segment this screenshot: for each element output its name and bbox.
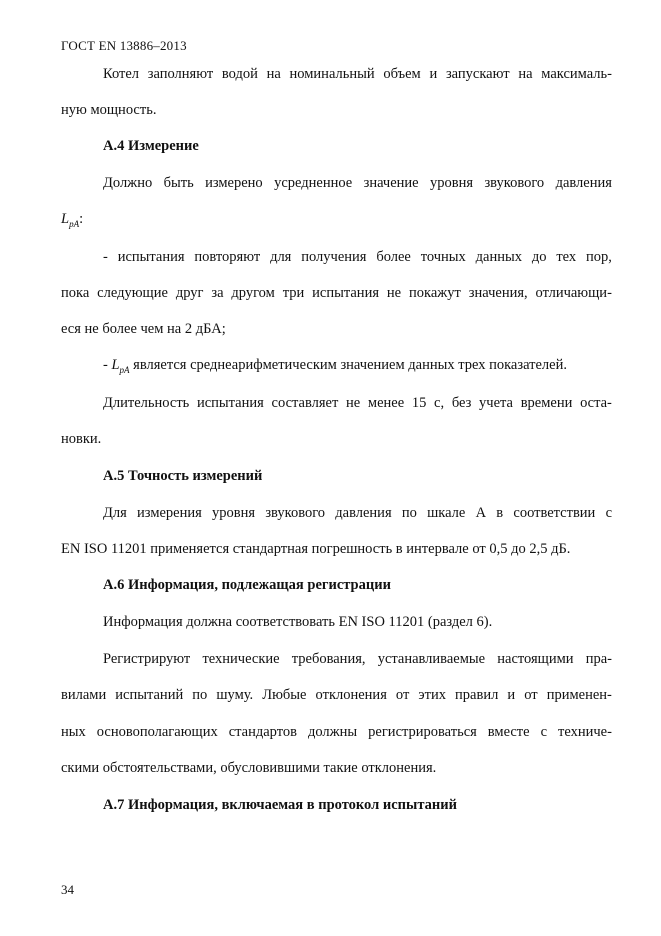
word: А bbox=[475, 505, 487, 521]
section-heading-a7: А.7 Информация, включаемая в протокол испытаний bbox=[103, 797, 457, 813]
page-number: 34 bbox=[61, 882, 74, 897]
word: и bbox=[507, 687, 516, 703]
section-heading-a4: А.4 Измерение bbox=[103, 138, 199, 154]
word: на bbox=[518, 66, 533, 82]
word: времени bbox=[520, 395, 573, 411]
lpa-symbol: $L_{pA}$ bbox=[111, 357, 130, 375]
word: шкале bbox=[427, 505, 466, 521]
paragraph-line bbox=[61, 723, 612, 741]
word: давления bbox=[555, 175, 612, 191]
word: Для bbox=[103, 505, 127, 521]
paragraph-line bbox=[103, 650, 612, 668]
section-heading-a6: А.6 Информация, подлежащая регистрации bbox=[103, 577, 391, 593]
word: по bbox=[192, 687, 208, 703]
word: уровня bbox=[430, 175, 474, 191]
paragraph-line bbox=[103, 394, 612, 412]
word: не bbox=[345, 395, 361, 411]
word: испытаний bbox=[115, 687, 184, 703]
word: с bbox=[605, 505, 612, 521]
word: давления bbox=[335, 505, 392, 521]
word: соответствии bbox=[513, 505, 596, 521]
word: ных bbox=[61, 724, 86, 740]
word: пор, bbox=[586, 249, 612, 265]
word: звукового bbox=[484, 175, 545, 191]
word: значение bbox=[363, 175, 419, 191]
word: испытания bbox=[117, 249, 185, 265]
word: максималь- bbox=[541, 66, 612, 82]
paragraph-line bbox=[103, 504, 612, 522]
word: техниче- bbox=[558, 724, 612, 740]
paragraph-line: еся не более чем на 2 дБА; bbox=[61, 321, 226, 337]
word: 15 bbox=[411, 395, 427, 411]
paragraph-line bbox=[103, 65, 612, 83]
word: без bbox=[451, 395, 472, 411]
word: технические bbox=[202, 651, 280, 667]
word: учета bbox=[479, 395, 513, 411]
word: измерения bbox=[137, 505, 202, 521]
word: значения, bbox=[468, 285, 528, 301]
word: с bbox=[540, 724, 548, 740]
symbol-line: $L_{pA}$: bbox=[61, 211, 84, 229]
word: объем bbox=[383, 66, 421, 82]
paragraph-line bbox=[61, 686, 612, 704]
word: другом bbox=[231, 285, 275, 301]
word: вместе bbox=[487, 724, 530, 740]
paragraph-line bbox=[61, 284, 612, 302]
word: Любые bbox=[262, 687, 307, 703]
word: не bbox=[386, 285, 402, 301]
word: Должно bbox=[103, 175, 153, 191]
word: составляет bbox=[271, 395, 339, 411]
word: звукового bbox=[265, 505, 326, 521]
paragraph-line: скими обстоятельствами, обусловившими такие отклонения. bbox=[61, 760, 437, 776]
word: заполняют bbox=[147, 66, 214, 82]
document-header: ГОСТ EN 13886–2013 bbox=[61, 38, 187, 53]
word: вилами bbox=[61, 687, 107, 703]
word: с, bbox=[434, 395, 445, 411]
word: Котел bbox=[103, 66, 140, 82]
word: номинальный bbox=[289, 66, 375, 82]
lpa-symbol: $L_{pA}$ bbox=[61, 211, 80, 229]
paragraph-line bbox=[103, 174, 612, 192]
word: менее bbox=[367, 395, 405, 411]
paragraph-line: Информация должна соответствовать EN ISO 11201 (раздел 6). bbox=[103, 614, 493, 630]
paragraph-line: - $L_{pA}$ является среднеарифметическим значением данных трех показателей. bbox=[103, 357, 567, 375]
word: измерено bbox=[205, 175, 263, 191]
word: в bbox=[496, 505, 504, 521]
word: Длительность bbox=[103, 395, 190, 411]
word: покажут bbox=[408, 285, 461, 301]
word: повторяют bbox=[194, 249, 261, 265]
paragraph-line: новки. bbox=[61, 431, 102, 447]
paragraph-line: EN ISO 11201 применяется стандартная погрешность в интервале от 0,5 до 2,5 дБ. bbox=[61, 541, 571, 557]
word: испытания bbox=[312, 285, 379, 301]
word: водой bbox=[221, 66, 258, 82]
word: правил bbox=[455, 687, 499, 703]
word: получения bbox=[301, 249, 367, 265]
word: за bbox=[211, 285, 224, 301]
word: данных bbox=[475, 249, 522, 265]
word: друг bbox=[175, 285, 204, 301]
word: на bbox=[266, 66, 281, 82]
word: для bbox=[270, 249, 292, 265]
word: от bbox=[395, 687, 410, 703]
word: основополагающих bbox=[96, 724, 218, 740]
paragraph-line bbox=[103, 248, 612, 266]
word: более bbox=[376, 249, 411, 265]
word: должны bbox=[307, 724, 358, 740]
word: тех bbox=[556, 249, 577, 265]
word: три bbox=[282, 285, 305, 301]
word: быть bbox=[163, 175, 194, 191]
word: устанавливаемые bbox=[377, 651, 486, 667]
word: уровня bbox=[212, 505, 256, 521]
word: запускают bbox=[445, 66, 510, 82]
word: шуму. bbox=[216, 687, 254, 703]
word: точных bbox=[420, 249, 466, 265]
section-heading-a5: А.5 Точность измерений bbox=[103, 468, 263, 484]
word: Регистрируют bbox=[103, 651, 191, 667]
word: испытания bbox=[196, 395, 264, 411]
word: и bbox=[429, 66, 438, 82]
word: настоящими bbox=[497, 651, 574, 667]
word: применен- bbox=[546, 687, 612, 703]
word: - bbox=[103, 249, 108, 265]
word: по bbox=[401, 505, 417, 521]
word: требования, bbox=[291, 651, 366, 667]
word: отклонения bbox=[315, 687, 387, 703]
word: от bbox=[524, 687, 538, 703]
word: оста- bbox=[580, 395, 612, 411]
paragraph-line: ную мощность. bbox=[61, 102, 157, 118]
word: пока bbox=[61, 285, 90, 301]
word: усредненное bbox=[274, 175, 353, 191]
word: стандартов bbox=[228, 724, 297, 740]
word: регистрироваться bbox=[368, 724, 477, 740]
word: следующие bbox=[97, 285, 168, 301]
word: до bbox=[531, 249, 547, 265]
word: пра- bbox=[585, 651, 612, 667]
word: этих bbox=[418, 687, 446, 703]
word: отличающи- bbox=[535, 285, 612, 301]
